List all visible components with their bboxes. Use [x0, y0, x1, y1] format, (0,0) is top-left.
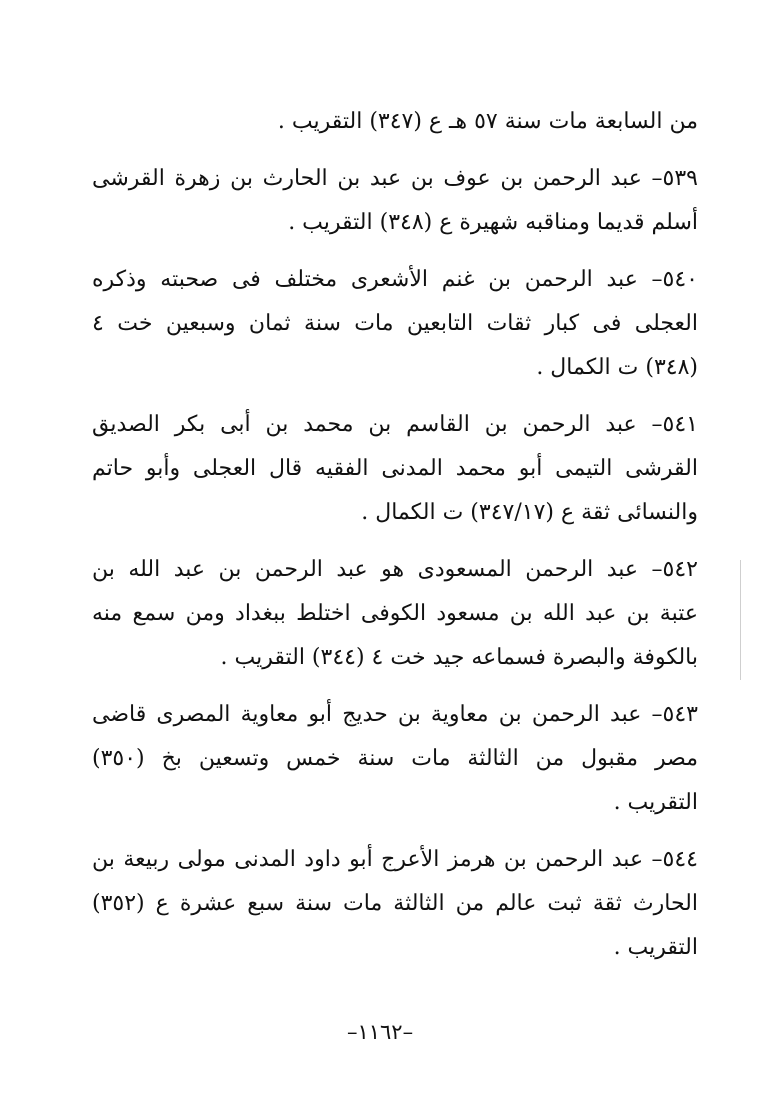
text-line: القرشى التيمى أبو محمد المدنى الفقيه قال العجلى وأبو حاتم	[92, 456, 698, 481]
text-line: ٥٤٠– عبد الرحمن بن غنم الأشعرى مختلف فى صحبته وذكره	[92, 267, 698, 292]
text-line: ٥٤٣– عبد الرحمن بن معاوية بن حديج أبو معاوية المصرى قاضى	[92, 702, 698, 727]
text-line: مصر مقبول من الثالثة مات سنة خمس وتسعين بخ (٣٥٠)	[92, 746, 698, 771]
entry-543	[92, 693, 698, 825]
text-line: من السابعة مات سنة ٥٧ هـ ع (٣٤٧) التقريب .	[277, 109, 698, 134]
scan-edge-mark	[740, 560, 741, 680]
text-line: عتبة بن عبد الله بن مسعود الكوفى اختلط ببغداد ومن سمع منه	[92, 601, 698, 626]
text-line: (٣٤٨) ت الكمال .	[536, 355, 698, 380]
entry-544	[92, 838, 698, 970]
text-line: التقريب .	[613, 935, 698, 960]
text-line: ٥٤٤– عبد الرحمن بن هرمز الأعرج أبو داود المدنى مولى ربيعة بن	[92, 847, 698, 872]
text-line: ٥٣٩– عبد الرحمن بن عوف بن عبد بن الحارث بن زهرة القرشى	[92, 166, 698, 191]
page-number: –١١٦٢–	[346, 1020, 414, 1044]
entry-540	[92, 258, 698, 390]
text-line: الحارث ثقة ثبت عالم من الثالثة مات سنة سبع عشرة ع (٣٥٢)	[92, 891, 698, 916]
text-line: والنسائى ثقة ع (٣٤٧/١٧) ت الكمال .	[361, 500, 698, 525]
entry-continuation	[92, 100, 698, 144]
text-line: التقريب .	[613, 790, 698, 815]
entry-541	[92, 403, 698, 535]
text-line: العجلى فى كبار ثقات التابعين مات سنة ثمان وسبعين خت ٤	[92, 311, 698, 336]
entry-542	[92, 548, 698, 680]
text-line: ٥٤٢– عبد الرحمن المسعودى هو عبد الرحمن بن عبد الله بن	[92, 557, 698, 582]
entry-539	[92, 157, 698, 245]
text-line: بالكوفة والبصرة فسماعه جيد خت ٤ (٣٤٤) التقريب .	[220, 645, 698, 670]
text-line: ٥٤١– عبد الرحمن بن القاسم بن محمد بن أبى بكر الصديق	[92, 412, 698, 437]
text-line: أسلم قديما ومناقبه شهيرة ع (٣٤٨) التقريب .	[288, 210, 698, 235]
